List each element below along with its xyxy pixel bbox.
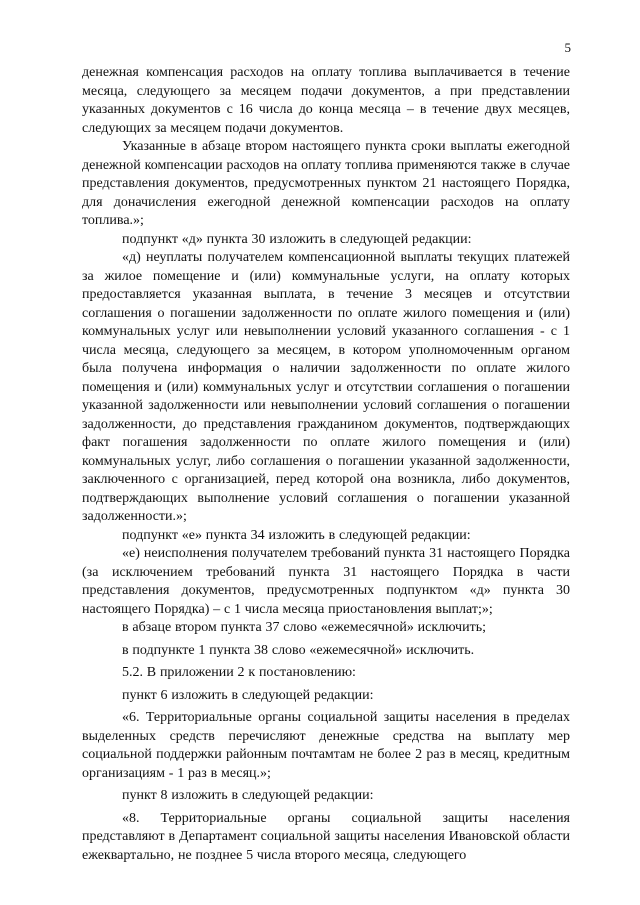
- paragraph-compensation-timing: денежная компенсация расходов на оплату топлива выплачивается в течение месяца, следующего за месяцем подачи документов, а при представлении указанных документов с 16 числа до конца месяца – в течение двух месяцев, следующих за месяцем подачи документов.: [82, 65, 570, 136]
- paragraph-amend-30d: подпункт «д» пункта 30 изложить в следующей редакции:: [122, 231, 472, 247]
- paragraph-section-5-2: 5.2. В приложении 2 к постановлению:: [122, 665, 356, 680]
- page-number: 5: [564, 40, 571, 55]
- paragraph-amend-38: в подпункте 1 пункта 38 слово «ежемесячной» исключить.: [122, 642, 475, 658]
- paragraph-amend-37: в абзаце втором пункта 37 слово «ежемесячной» исключить;: [122, 620, 486, 635]
- paragraph-new-30d: «д) неуплаты получателем компенсационной выплаты текущих платежей за жилое помещение и (или) коммунальные услуги, на оплату которых предоставляется указанная выплата, в течение 3 месяцев и отсутствии соглашения о погашении задолженности по оплате жилого помещения и (или) коммунальных услуг или невыполнении условий указанного соглашения - с 1 числа месяца, следующего за месяцем, в котором уполномоченным органом была получена информация о наличии задолженности по оплате жилого помещения и (или) коммунальных услуг и отсутствии соглашения о погашении указанной задолженности или невыполнении условий соглашения о погашении задолженности, до представления гражданином документов, подтверждающих факт погашения задолженности по оплате жилого помещения и (или) коммунальных услуг, либо соглашения о погашении указанной задолженности, заключенного с организацией, перед которой она возникла, либо документов, подтверждающих выполнение условий соглашения о погашении указанной задолженности.»;: [82, 250, 570, 524]
- paragraph-new-34e: «е) неисполнения получателем требований пункта 31 настоящего Порядка (за исключением требований пункта 31 настоящего Порядка в части представления документов, предусмотренных подпунктом «д» пункта 30 настоящего Порядка) – с 1 числа месяца приостановления выплат;»;: [82, 546, 570, 617]
- paragraph-amend-34e: подпункт «е» пункта 34 изложить в следующей редакции:: [122, 527, 471, 543]
- paragraph-payment-terms: Указанные в абзаце втором настоящего пункта сроки выплаты ежегодной денежной компенсации расходов на оплату топлива применяются также в случае представления документов, предусмотренных пунктом 21 настоящего Порядка, для доначисления ежегодной денежной компенсации расходов на оплату топлива.»;: [82, 139, 570, 228]
- paragraph-amend-6: пункт 6 изложить в следующей редакции:: [122, 687, 374, 703]
- paragraph-new-6: «6. Территориальные органы социальной защиты населения в пределах выделенных средств перечисляют денежные средства на выплату мер социальной поддержки районным почтамтам не более 2 раз в месяц, кредитным организациям - 1 раз в месяц.»;: [82, 710, 570, 781]
- paragraph-new-8: «8. Территориальные органы социальной защиты населения представляют в Департамент социальной защиты населения Ивановской области ежеквартально, не позднее 5 числа второго месяца, следующего: [82, 810, 570, 863]
- paragraph-amend-8: пункт 8 изложить в следующей редакции:: [122, 788, 374, 803]
- document-body: [82, 64, 570, 865]
